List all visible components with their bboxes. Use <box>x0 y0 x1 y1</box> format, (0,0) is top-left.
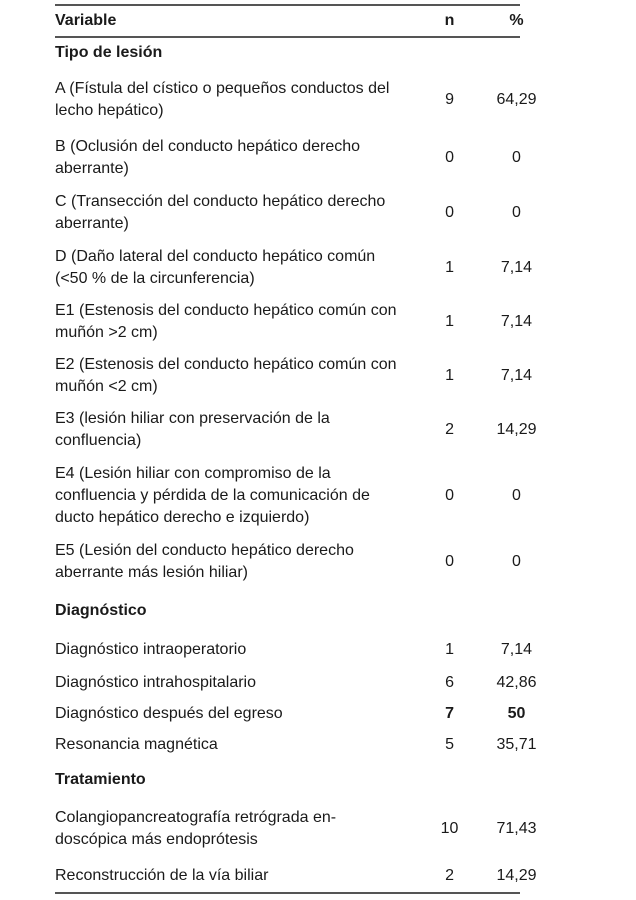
row-n: 0 <box>445 149 454 166</box>
row-n: 1 <box>445 641 454 658</box>
table-row <box>55 729 555 760</box>
row-label: Diagnóstico intraoperatorio <box>55 641 247 658</box>
row-label: C (Transección del conducto hepático derecho aberrante) <box>55 192 386 232</box>
row-pct: 0 <box>512 553 521 570</box>
header-variable: Variable <box>55 12 117 29</box>
table-row <box>55 240 555 295</box>
section-title: Diagnóstico <box>55 602 147 619</box>
row-pct: 71,43 <box>496 820 537 837</box>
results-table <box>55 5 555 893</box>
table-row <box>55 535 555 589</box>
row-label: E2 (Estenosis del conducto hepático común con muñón <2 cm) <box>55 356 397 395</box>
row-n: 2 <box>445 866 454 884</box>
section-header-row <box>55 37 555 69</box>
header-row <box>55 5 555 37</box>
header-pct: % <box>509 12 524 29</box>
row-label: E4 (Lesión hiliar con compromiso de la confluencia y pérdida de la comunicación de ducto hepático derecho e izquierdo) <box>55 465 370 526</box>
row-pct: 14,29 <box>496 421 537 438</box>
row-label: Reconstrucción de la vía biliar <box>55 866 269 884</box>
table-row <box>55 698 555 729</box>
row-n: 1 <box>445 313 454 330</box>
row-pct: 0 <box>512 203 521 221</box>
row-pct: 35,71 <box>496 735 537 753</box>
row-label: Resonancia magnética <box>55 735 218 753</box>
table-row <box>55 800 555 858</box>
row-label: E5 (Lesión del conducto hepático derecho aberrante más lesión hiliar) <box>55 542 354 581</box>
section-header-row <box>55 589 555 633</box>
row-n: 0 <box>445 487 454 504</box>
section-title: Tipo de lesión <box>55 44 163 61</box>
row-n: 7 <box>445 704 454 722</box>
row-pct: 0 <box>512 487 521 504</box>
row-n: 10 <box>440 820 459 837</box>
table-row <box>55 858 555 893</box>
row-n: 0 <box>445 203 454 221</box>
table-row <box>55 633 555 667</box>
row-n: 5 <box>445 735 454 753</box>
row-label: Colangiopancreatografía retrógrada en-doscópica más endoprótesis <box>55 809 337 848</box>
row-pct: 50 <box>507 704 526 722</box>
section-header-row <box>55 760 555 800</box>
row-pct: 7,14 <box>500 313 533 330</box>
row-label: E3 (lesión hiliar con preservación de la confluencia) <box>55 410 330 449</box>
row-n: 1 <box>445 367 454 384</box>
row-pct: 7,14 <box>500 367 533 384</box>
row-label: Diagnóstico después del egreso <box>55 704 283 722</box>
row-label: E1 (Estenosis del conducto hepático común con muñón >2 cm) <box>55 302 397 341</box>
row-pct: 14,29 <box>496 866 537 884</box>
row-n: 9 <box>445 91 454 108</box>
row-pct: 42,86 <box>496 673 537 691</box>
row-pct: 64,29 <box>496 91 537 108</box>
row-n: 1 <box>445 258 454 276</box>
row-pct: 0 <box>512 149 521 166</box>
table-row <box>55 403 555 457</box>
row-n: 2 <box>445 421 454 438</box>
row-n: 0 <box>445 553 454 570</box>
row-label: D (Daño lateral del conducto hepático común (<50 % de la circunferencia) <box>55 247 376 287</box>
table-row <box>55 69 555 131</box>
table-row <box>55 667 555 698</box>
table-row <box>55 185 555 240</box>
row-label: Diagnóstico intrahospitalario <box>55 673 256 691</box>
section-title: Tratamiento <box>55 771 146 788</box>
row-pct: 7,14 <box>500 641 533 658</box>
row-label: A (Fístula del cístico o pequeños conductos del lecho hepático) <box>55 80 390 119</box>
header-n: n <box>444 12 455 29</box>
row-n: 6 <box>445 673 454 691</box>
row-label: B (Oclusión del conducto hepático derecho aberrante) <box>55 138 361 177</box>
row-pct: 7,14 <box>500 258 533 276</box>
table-row <box>55 131 555 185</box>
table-row <box>55 349 555 403</box>
table-row <box>55 457 555 535</box>
table-row <box>55 295 555 349</box>
